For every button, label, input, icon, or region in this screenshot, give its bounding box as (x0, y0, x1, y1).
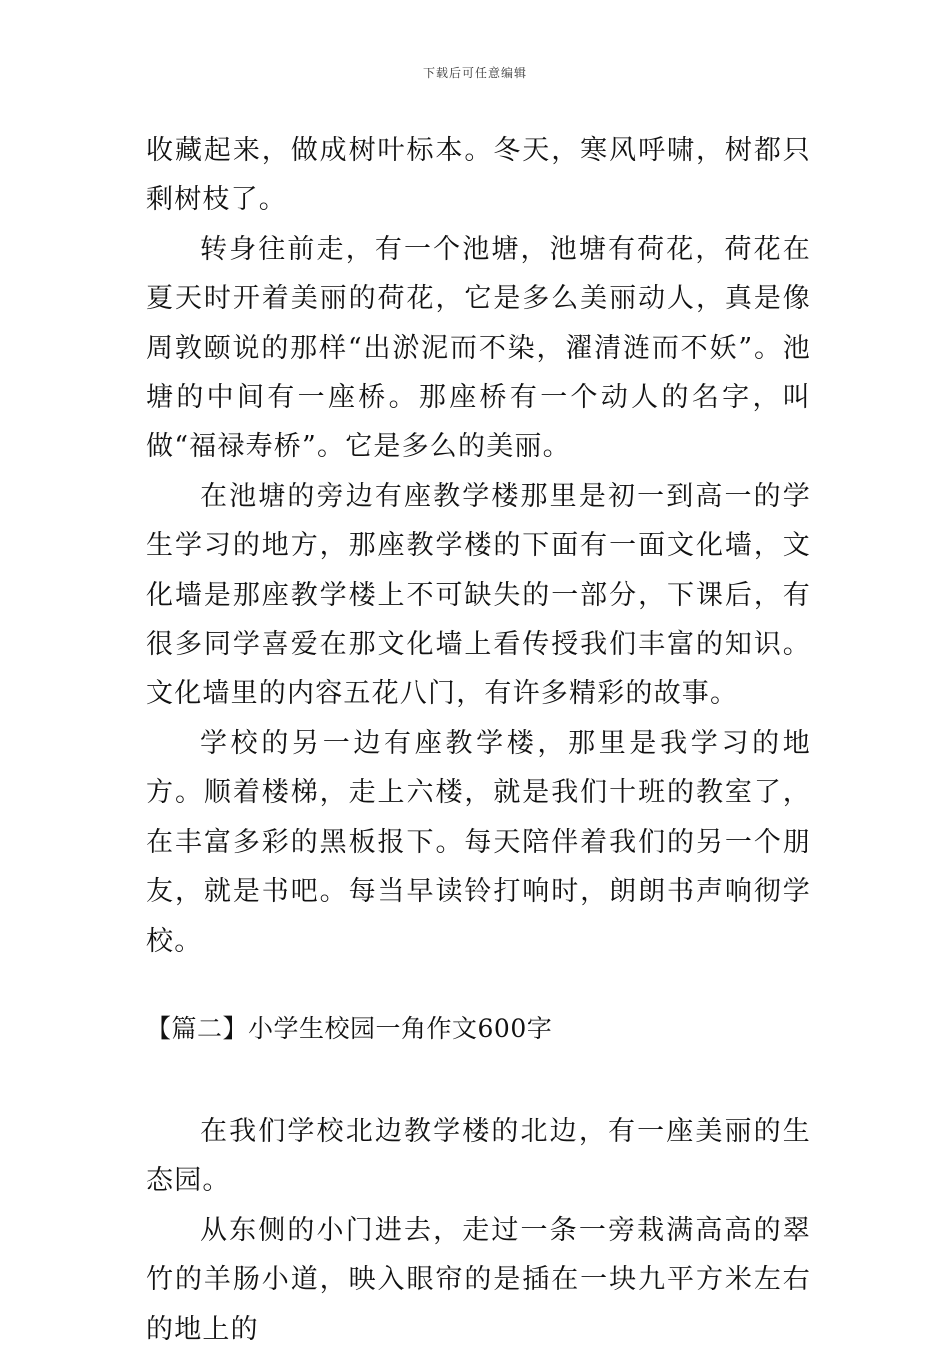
page-header-note: 下载后可任意编辑 (422, 66, 527, 80)
paragraph-classroom: 学校的另一边有座教学楼，那里是我学习的地方。顺着楼梯，走上六楼，就是我们十班的教室了，在丰富多彩的黑板报下。每天陪伴着我们的另一个朋友，就是书吧。每当早读铃打响时，朗朗书声响彻学校。 (146, 727, 811, 957)
paragraph-continued: 收藏起来，做成树叶标本。冬天，寒风呼啸，树都只剩树枝了。 (146, 135, 811, 216)
paragraph-eco-garden: 在我们学校北边教学楼的北边，有一座美丽的生态园。 (146, 1115, 811, 1197)
paragraph-culture-wall: 在池塘的旁边有座教学楼那里是初一到高一的学生学习的地方，那座教学楼的下面有一面文化墙，文化墙是那座教学楼上不可缺失的一部分，下课后，有很多同学喜爱在那文化墙上看传授我们丰富的知识。文化墙里的内容五花八门，有许多精彩的故事。 (146, 480, 811, 710)
document-body (146, 126, 811, 1354)
paragraph-pond: 转身往前走，有一个池塘，池塘有荷花，荷花在夏天时开着美丽的荷花，它是多么美丽动人，真是像周敦颐说的那样“出淤泥而不染，濯清涟而不妖”。池塘的中间有一座桥。那座桥有一个动人的名字，叫做“福禄寿桥”。它是多么的美丽。 (146, 233, 811, 463)
section-title: 【篇二】小学生校园一角作文600字 (146, 1013, 553, 1043)
paragraph-bamboo-path: 从东侧的小门进去，走过一条一旁栽满高高的翠竹的羊肠小道，映入眼帘的是插在一块九平方米左右的地上的 (146, 1214, 811, 1345)
